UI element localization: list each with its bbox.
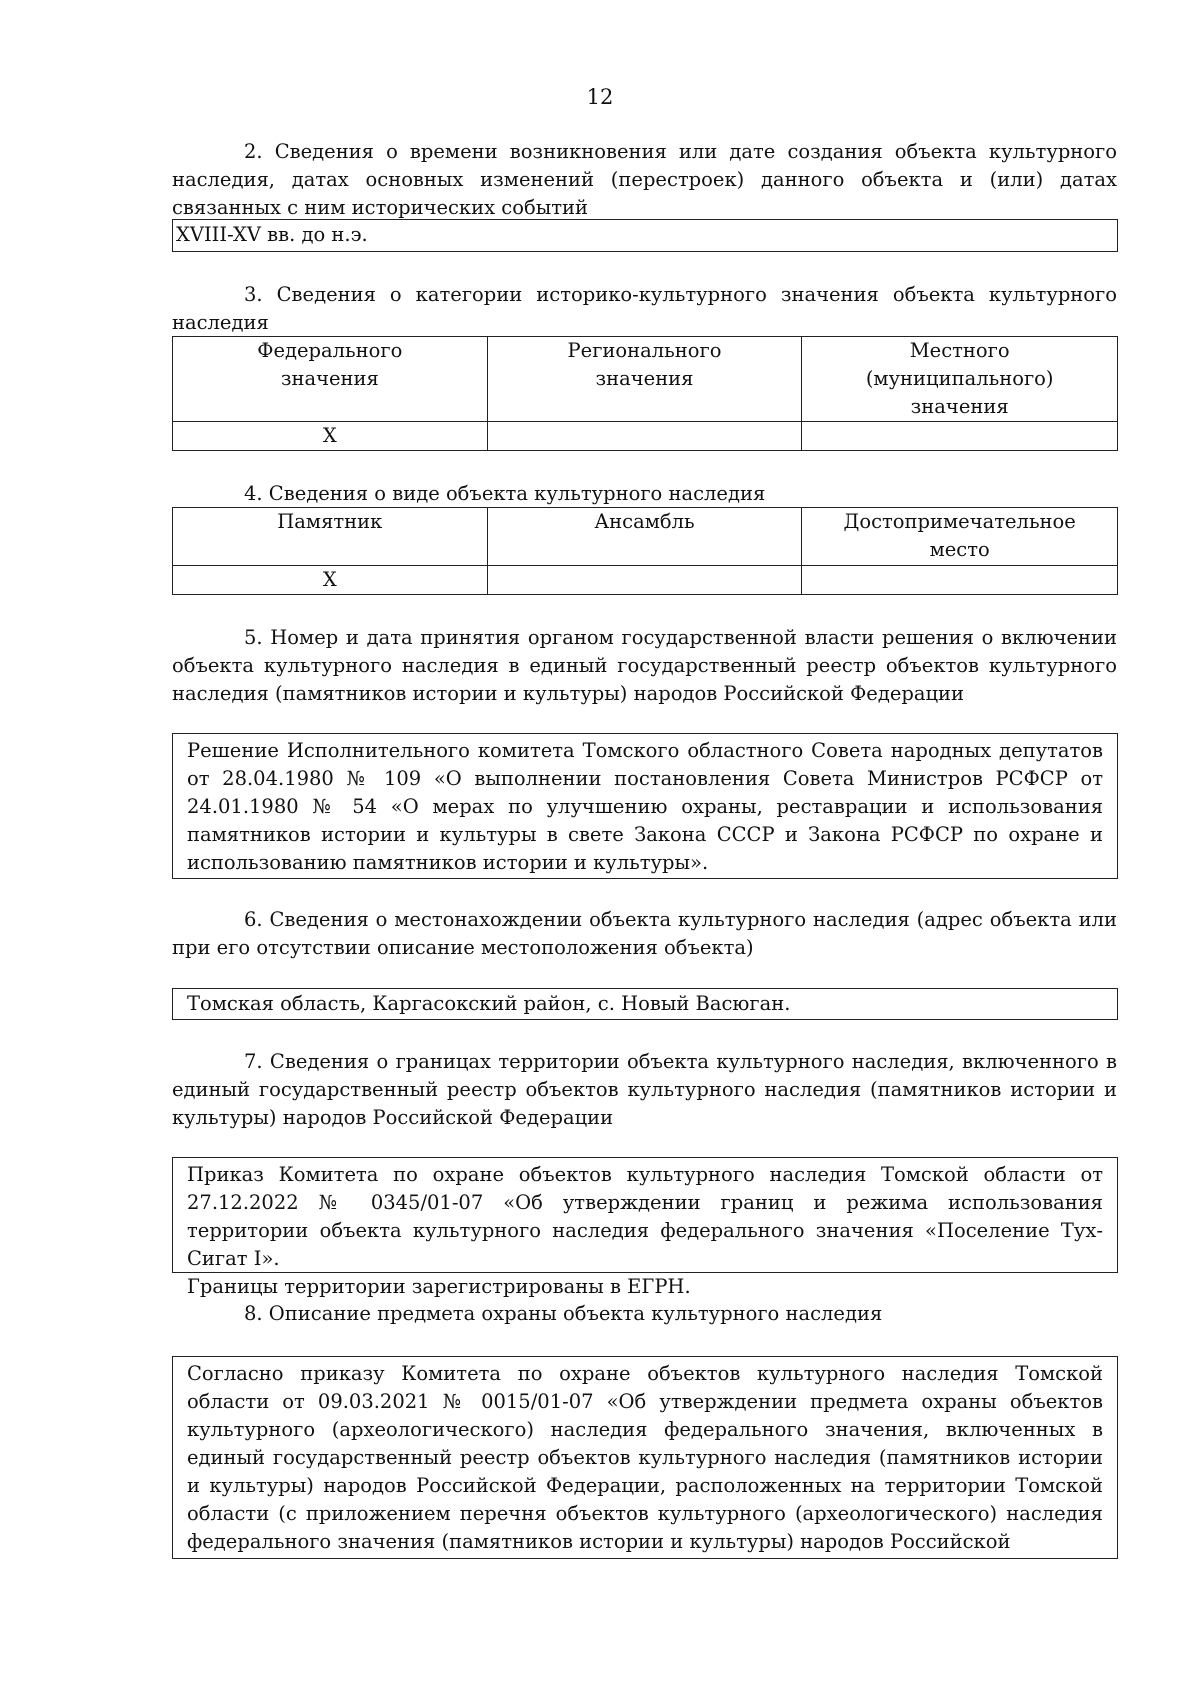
section-3-heading: 3. Сведения о категории историко-культурного значения объекта культурного наследия (172, 283, 1117, 334)
section-2-value-box (172, 219, 1118, 252)
category-value-local (802, 422, 1118, 451)
section-6-heading: 6. Сведения о местонахождении объекта культурного наследия (адрес объекта или при его отсутствии описание местоположения объекта) (172, 908, 1117, 959)
section-3-category-table (172, 336, 1118, 451)
section-7-value-main: Приказ Комитета по охране объектов культурного наследия Томской области от 27.12.2022 № 0345/01-07 «Об утверждении границ и режима использования территории объекта культурного наследия федерального значения «Поселение Тух-Сигат I». (187, 1163, 1103, 1270)
section-7-value-extra: Границы территории зарегистрированы в ЕГРН. (187, 1275, 691, 1298)
section-2-heading: 2. Сведения о времени возникновения или дате создания объекта культурного наследия, датах основных изменений (перестроек) данного объекта и (или) датах связанных с ним исторических событий (172, 140, 1117, 219)
type-value-ensemble (487, 566, 802, 595)
section-6-value: Томская область, Каргасокский район, с. Новый Васюган. (172, 988, 1118, 1020)
section-4-heading: 4. Сведения о виде объекта культурного наследия (244, 482, 766, 505)
category-header-local: Местного (муниципального) значения (802, 337, 1118, 422)
section-8-heading: 8. Описание предмета охраны объекта культурного наследия (244, 1302, 883, 1325)
type-header-ensemble: Ансамбль (487, 508, 802, 566)
category-header-regional: Регионального значения (487, 337, 802, 422)
type-header-monument: Памятник (173, 508, 488, 566)
section-5-heading: 5. Номер и дата принятия органом государственной власти решения о включении объекта культурного наследия в единый государственный реестр объектов культурного наследия (памятников истории и культуры) народов Российской Федерации (172, 626, 1117, 705)
type-header-landmark: Достопримечательное место (802, 508, 1118, 566)
section-4-type-table (172, 507, 1118, 595)
page-number: 12 (586, 85, 614, 109)
section-2-value: XVIII-XV вв. до н.э. (176, 223, 368, 246)
type-value-monument: X (173, 566, 488, 595)
category-value-regional (487, 422, 802, 451)
type-value-landmark (802, 566, 1118, 595)
category-header-federal: Федерального значения (173, 337, 488, 422)
section-5-value: Решение Исполнительного комитета Томского областного Совета народных депутатов от 28.04.1980 № 109 «О выполнении постановления Совета Министров РСФСР от 24.01.1980 № 54 «О мерах по улучшению охраны, реставрации и использования памятников истории и культуры в свете Закона СССР и Закона РСФСР по охране и использованию памятников истории и культуры». (172, 733, 1118, 879)
section-8-value: Согласно приказу Комитета по охране объектов культурного наследия Томской области от 09.03.2021 № 0015/01-07 «Об утверждении предмета охраны объектов культурного (археологического) наследия федерального значения, включенных в единый государственный реестр объектов культурного наследия (памятников истории и культуры) народов Российской Федерации, расположенных на территории Томской области (с приложением перечня объектов культурного (археологического) наследия федерального значения (памятников истории и культуры) народов Российской (172, 1356, 1118, 1559)
category-value-federal: X (173, 422, 488, 451)
section-7-value-box (172, 1157, 1118, 1298)
section-7-heading: 7. Сведения о границах территории объекта культурного наследия, включенного в единый государственный реестр объектов культурного наследия (памятников истории и культуры) народов Российской Федерации (172, 1050, 1117, 1129)
